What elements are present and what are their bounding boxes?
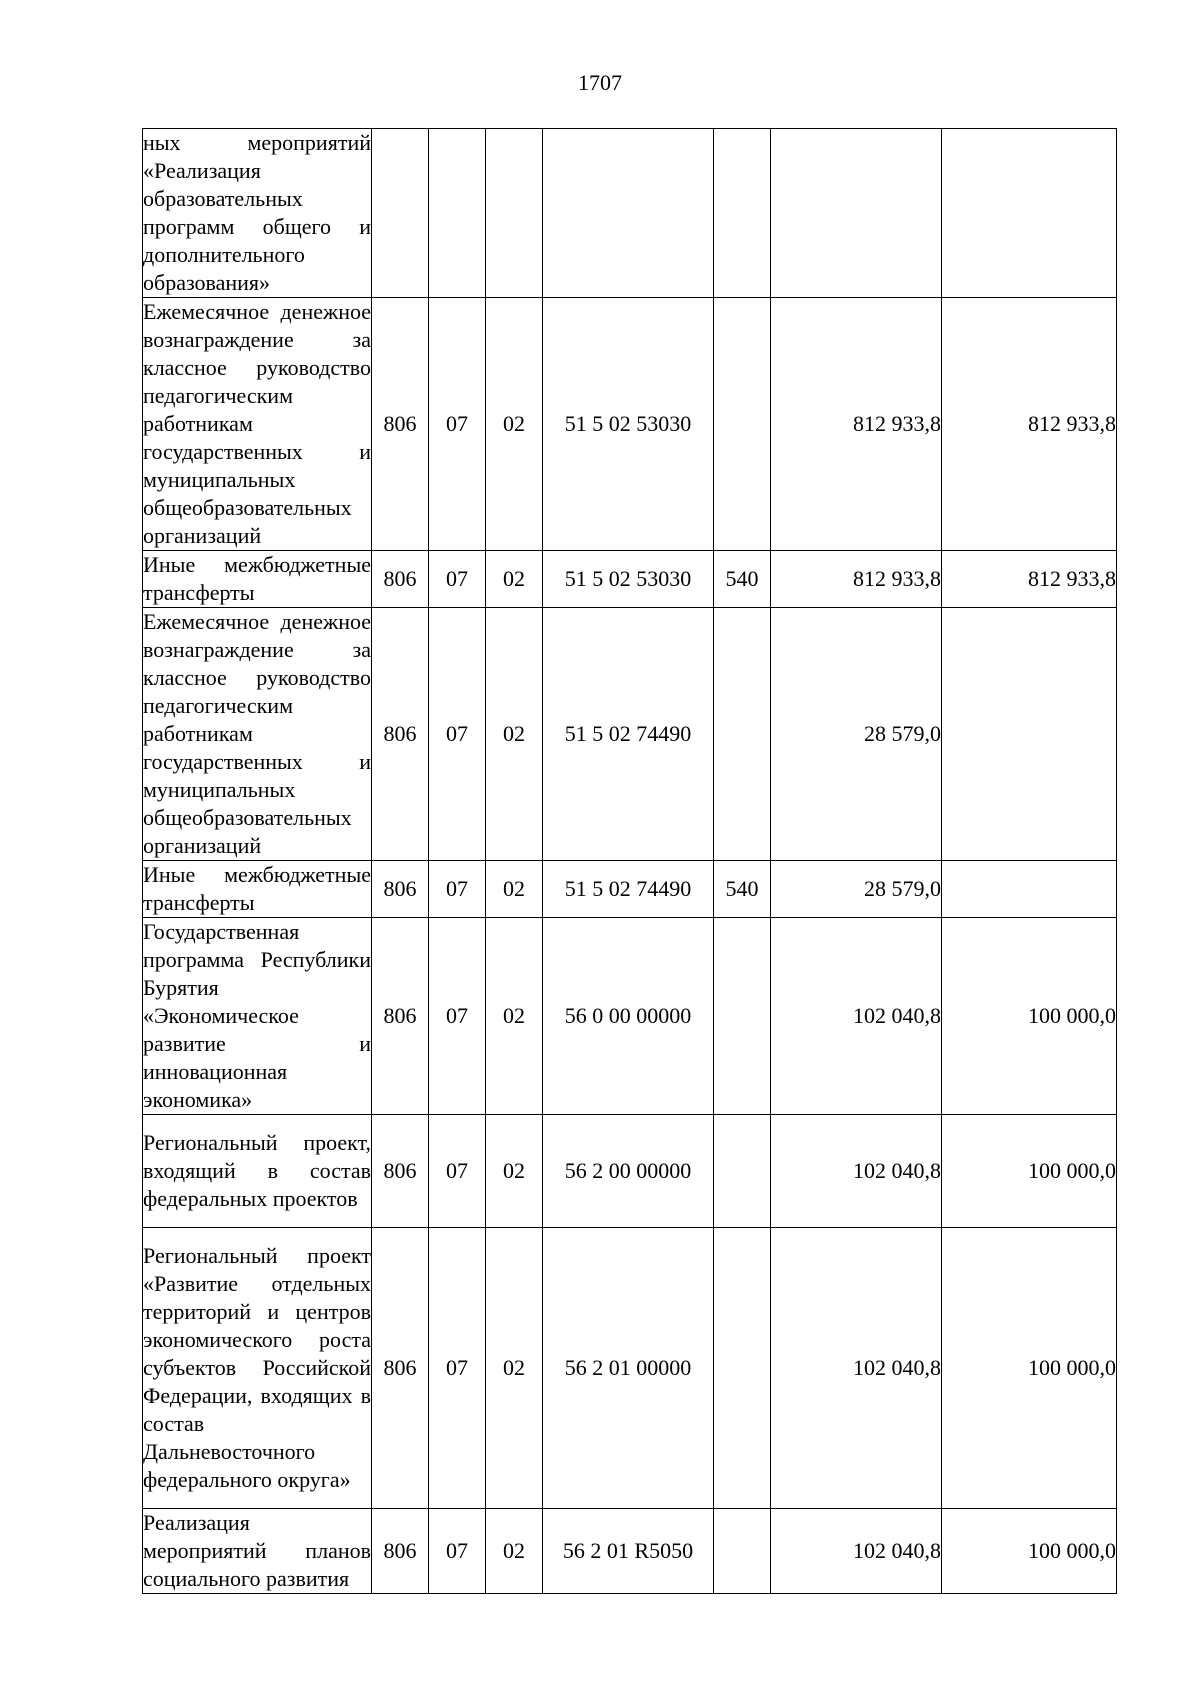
target-article-code: 56 2 00 00000 <box>543 1115 714 1228</box>
amount-1 <box>771 129 942 298</box>
section-code: 07 <box>429 1509 486 1594</box>
amount-2: 812 933,8 <box>942 551 1117 608</box>
gr-code: 806 <box>372 1115 429 1228</box>
amount-2 <box>942 608 1117 861</box>
gr-code: 806 <box>372 298 429 551</box>
row-name: Реализация мероприятий планов социального развития <box>143 1509 372 1594</box>
row-name: Иные межбюджетные трансферты <box>143 861 372 918</box>
subsection-code: 02 <box>486 551 543 608</box>
expense-type-code: 540 <box>714 861 771 918</box>
amount-2 <box>942 129 1117 298</box>
amount-1: 28 579,0 <box>771 861 942 918</box>
subsection-code: 02 <box>486 1115 543 1228</box>
table-row <box>143 1115 1117 1228</box>
table-row <box>143 861 1117 918</box>
amount-1: 812 933,8 <box>771 551 942 608</box>
section-code: 07 <box>429 608 486 861</box>
page-number: 1707 <box>578 70 622 95</box>
expense-type-code <box>714 918 771 1115</box>
expense-type-code <box>714 1115 771 1228</box>
expense-type-code <box>714 298 771 551</box>
subsection-code: 02 <box>486 918 543 1115</box>
table-row <box>143 918 1117 1115</box>
amount-2: 100 000,0 <box>942 1509 1117 1594</box>
table-row <box>143 129 1117 298</box>
table-row <box>143 1509 1117 1594</box>
row-name: Ежемесячное денежное вознаграждение за классное руководство педагогическим работникам государственных и муниципальных общеобразовательных организаций <box>143 608 372 861</box>
subsection-code: 02 <box>486 1509 543 1594</box>
gr-code <box>372 129 429 298</box>
section-code: 07 <box>429 298 486 551</box>
amount-1: 102 040,8 <box>771 1115 942 1228</box>
table-row <box>143 298 1117 551</box>
amount-1: 102 040,8 <box>771 1228 942 1509</box>
expense-type-code <box>714 129 771 298</box>
gr-code: 806 <box>372 861 429 918</box>
amount-1: 102 040,8 <box>771 918 942 1115</box>
gr-code: 806 <box>372 1228 429 1509</box>
amount-2: 100 000,0 <box>942 1115 1117 1228</box>
amount-2: 100 000,0 <box>942 1228 1117 1509</box>
target-article-code: 51 5 02 53030 <box>543 551 714 608</box>
amount-2 <box>942 861 1117 918</box>
amount-1: 812 933,8 <box>771 298 942 551</box>
row-name: ных мероприятий «Реализация образовательных программ общего и дополнительного образования» <box>143 129 372 298</box>
table-row <box>143 1228 1117 1509</box>
target-article-code: 56 2 01 R5050 <box>543 1509 714 1594</box>
gr-code: 806 <box>372 608 429 861</box>
section-code: 07 <box>429 551 486 608</box>
section-code: 07 <box>429 1115 486 1228</box>
target-article-code: 56 2 01 00000 <box>543 1228 714 1509</box>
target-article-code: 51 5 02 74490 <box>543 608 714 861</box>
expense-type-code <box>714 1228 771 1509</box>
row-name: Иные межбюджетные трансферты <box>143 551 372 608</box>
amount-2: 812 933,8 <box>942 298 1117 551</box>
target-article-code: 56 0 00 00000 <box>543 918 714 1115</box>
table-row <box>143 608 1117 861</box>
subsection-code: 02 <box>486 861 543 918</box>
expense-type-code: 540 <box>714 551 771 608</box>
row-name: Ежемесячное денежное вознаграждение за классное руководство педагогическим работникам государственных и муниципальных общеобразовательных организаций <box>143 298 372 551</box>
amount-2: 100 000,0 <box>942 918 1117 1115</box>
row-name: Региональный проект, входящий в состав федеральных проектов <box>143 1115 372 1228</box>
row-name: Государственная программа Республики Бурятия «Экономическое развитие и инновационная экономика» <box>143 918 372 1115</box>
subsection-code <box>486 129 543 298</box>
amount-1: 28 579,0 <box>771 608 942 861</box>
amount-1: 102 040,8 <box>771 1509 942 1594</box>
subsection-code: 02 <box>486 1228 543 1509</box>
gr-code: 806 <box>372 918 429 1115</box>
section-code: 07 <box>429 918 486 1115</box>
section-code: 07 <box>429 1228 486 1509</box>
subsection-code: 02 <box>486 298 543 551</box>
subsection-code: 02 <box>486 608 543 861</box>
budget-table <box>142 128 1117 1594</box>
expense-type-code <box>714 608 771 861</box>
gr-code: 806 <box>372 1509 429 1594</box>
target-article-code <box>543 129 714 298</box>
expense-type-code <box>714 1509 771 1594</box>
gr-code: 806 <box>372 551 429 608</box>
section-code <box>429 129 486 298</box>
target-article-code: 51 5 02 74490 <box>543 861 714 918</box>
table-row <box>143 551 1117 608</box>
section-code: 07 <box>429 861 486 918</box>
target-article-code: 51 5 02 53030 <box>543 298 714 551</box>
row-name: Региональный проект «Развитие отдельных территорий и центров экономического роста субъектов Российской Федерации, входящих в состав Дальневосточного федерального округа» <box>143 1228 372 1509</box>
